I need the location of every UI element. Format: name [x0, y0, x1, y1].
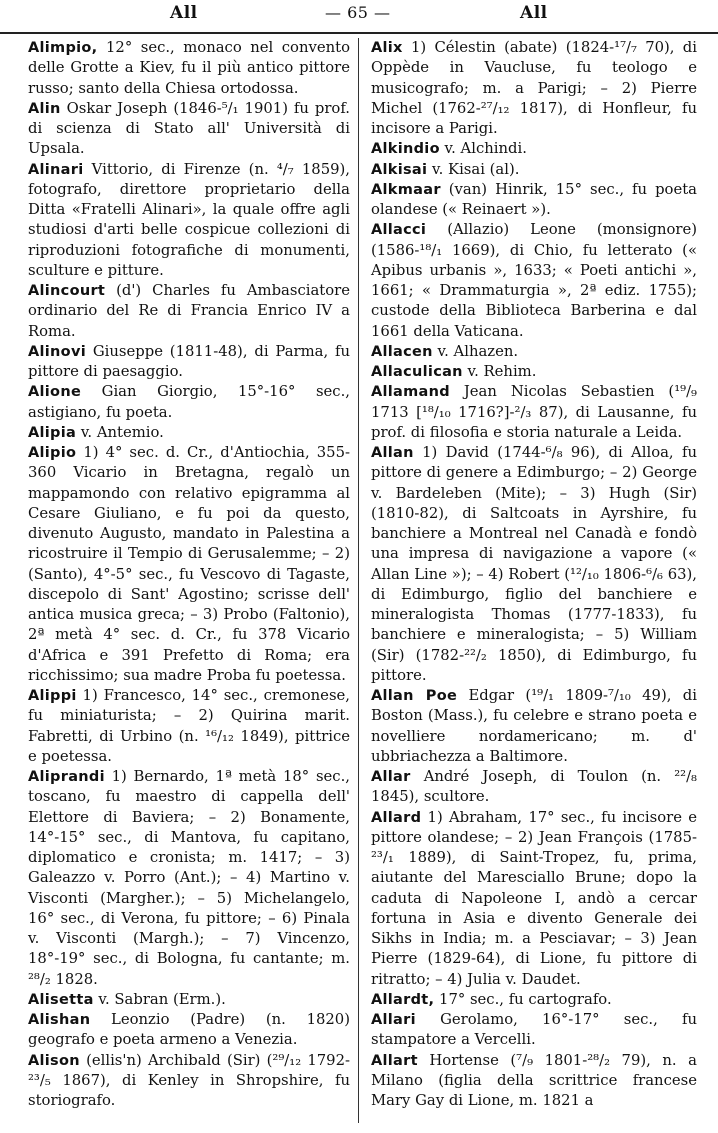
entry-text: Gerolamo, 16°-17° sec., fu stampatore a Vercelli.: [371, 1011, 697, 1049]
entry-headword: Alippi: [28, 688, 77, 704]
column-divider: [358, 38, 359, 1123]
dictionary-entry: [28, 686, 350, 767]
dictionary-entry: [371, 443, 697, 686]
dictionary-entry: [371, 38, 697, 139]
dictionary-entry: [371, 139, 697, 159]
dictionary-entry: [28, 99, 350, 160]
dictionary-entry: [28, 342, 350, 383]
entry-headword: Aliprandi: [28, 769, 105, 785]
dictionary-entry: [28, 382, 350, 423]
entry-headword: Alkmaar: [371, 181, 441, 198]
dictionary-entry: [371, 220, 697, 342]
entry-text: v. Alhazen.: [432, 342, 519, 360]
dictionary-entry: [28, 990, 350, 1010]
entry-text: (Allazio) Leone (monsignore) (1586-¹⁸/₁ 1669), di Chio, fu letterato (« Apibus urbanis », 1633; « Poeti antichi », 1661; « Drammaturgia », 2ª ediz. 1755); custode della Biblioteca Barberina e dal 1661 della Vaticana.: [371, 221, 697, 340]
entry-headword: Allar: [371, 769, 411, 785]
dictionary-entry: [371, 362, 697, 382]
entry-text: 1) Célestin (abate) (1824-¹⁷/₇ 70), di Oppède in Vaucluse, fu teologo e musicografo; m. a Parigi; – 2) Pierre Michel (1762-²⁷/₁₂ 1817), di Honfleur, fu incisore a Parigi.: [371, 39, 697, 137]
entry-headword: Alinari: [28, 161, 84, 178]
dictionary-entry: [371, 1051, 697, 1112]
entry-text: v. Sabran (Erm.).: [93, 990, 226, 1008]
entry-text: v. Alchindi.: [439, 140, 527, 158]
entry-headword: Alipio: [28, 445, 77, 461]
entry-headword: Allart: [371, 1052, 418, 1069]
dictionary-entry: [371, 382, 697, 443]
entry-text: 1) Bernardo, 1ª metà 18° sec., toscano, fu maestro di cappella dell' Elettore di Baviera; – 2) Bonamente, 14°-15° sec., di Mantova, fu capitano, diplomatico e cronista; m. 1417; – 3) Galeazzo v. Porro (Ant.); – 4) Martino v. Visconti (Margher.); – 5) Michelangelo, 16° sec., di Verona, fu pittore; – 6) Pinala v. Visconti (Margh.); – 7) Vincenzo, 18°-19° sec., di Bologna, fu cantante; m. ²⁸/₂ 1828.: [28, 768, 350, 988]
entry-text: 17° sec., fu cartografo.: [434, 990, 612, 1008]
entry-headword: Alishan: [28, 1012, 91, 1028]
entry-text: (d') Charles fu Ambasciatore ordinario del Re di Francia Enrico IV a Roma.: [28, 282, 350, 340]
entry-text: Gian Giorgio, 15°-16° sec., astigiano, fu poeta.: [28, 383, 350, 421]
entry-text: 1) Francesco, 14° sec., cremonese, fu miniaturista; – 2) Quirina marit. Fabretti, di Urbino (n. ¹⁶/₁₂ 1849), pittrice e poetessa.: [28, 687, 350, 765]
dictionary-entry: [28, 443, 350, 686]
running-head-left: All: [170, 3, 198, 23]
dictionary-entry: [371, 767, 697, 808]
entry-text: 1) 4° sec. d. Cr., d'Antiochia, 355-360 Vicario in Bretagna, regalò un mappamondo con relativo epigramma al Cesare Giuliano, e fu poi da questo, divenuto Augusto, mandato in Palestina a ricostruire il Tempio di Gerusalemme; – 2) (Santo), 4°-5° sec., fu Vescovo di Tagaste, discepolo di Sant' Agostino; scrisse dell' antica musica greca; – 3) Probo (Faltonio), 2ª metà 4° sec. d. Cr., fu 378 Vicario d'Africa e 391 Prefetto di Roma; era ricchissimo; sua madre Proba fu poetessa.: [28, 444, 350, 684]
page-number: — 65 —: [325, 3, 391, 22]
entry-text: 1) David (1744-⁶/₈ 96), di Alloa, fu pittore di genere a Edimburgo; – 2) George v. Bardeleben (Mite); – 3) Hugh (Sir) (1810-82), di Saltcoats in Ayrshire, fu banchiere a Montreal nel Canadà e fondò una impresa di navigazione a vapore (« Allan Line »); – 4) Robert (¹²/₁₀ 1806-⁶/₆ 63), di Edimburgo, figlio del banchiere e mineralogista Thomas (1777-1833), fu banchiere e mineralogista; – 5) William (Sir) (1782-²²/₂ 1850), di Edimburgo, fu pittore.: [371, 444, 697, 684]
entry-headword: Alimpio,: [28, 40, 98, 56]
dictionary-entry: [371, 180, 697, 221]
entry-headword: Allardt,: [371, 991, 435, 1008]
entry-headword: Alkisai: [371, 161, 428, 178]
entry-headword: Allan Poe: [371, 688, 458, 704]
entry-headword: Allard: [371, 809, 422, 826]
entry-headword: Alipia: [28, 424, 77, 441]
dictionary-entry: [28, 281, 350, 342]
entry-headword: Alkindio: [371, 141, 440, 158]
dictionary-entry: [371, 1010, 697, 1051]
entry-text: v. Rehim.: [462, 363, 537, 380]
dictionary-entry: [371, 990, 697, 1010]
entry-text: Vittorio, di Firenze (n. ⁴/₇ 1859), fotografo, direttore proprietario della Ditta «Fratelli Alinari», la quale offre agli studiosi d'arti belle cospicue collezioni di riproduzioni fotografiche di monumenti, sculture e pitture.: [28, 160, 350, 279]
dictionary-entry: [28, 423, 350, 443]
entry-text: Edgar (¹⁹/₁ 1809-⁷/₁₀ 49), di Boston (Mass.), fu celebre e strano poeta e novelliere nordamericano; m. d' ubbriachezza a Baltimore.: [371, 687, 697, 765]
entry-headword: Allacen: [371, 343, 433, 360]
entry-headword: Alinovi: [28, 343, 86, 360]
dictionary-entry: [28, 1051, 350, 1112]
entry-text: 12° sec., monaco nel convento delle Grotte a Kiev, fu il più antico pittore russo; santo della Chiesa ortodossa.: [28, 39, 350, 97]
entry-headword: Allan: [371, 445, 414, 461]
page-header: [0, 0, 718, 34]
entry-headword: Allamand: [371, 384, 450, 401]
dictionary-entry: [28, 1010, 350, 1051]
dictionary-entry: [28, 160, 350, 282]
dictionary-entry: [28, 767, 350, 990]
entry-text: v. Antemio.: [76, 423, 164, 441]
entry-text: 1) Abraham, 17° sec., fu incisore e pittore olandese; – 2) Jean François (1785-²³/₁ 1889), di Saint-Tropez, fu, prima, aiutante del Maresciallo Brune; dopo la caduta di Napoleone I, andò a cercar fortuna in Asia e divento Generale dei Sikhs in India; m. a Pesciavar; – 3) Jean Pierre (1829-64), di Lione, fu pittore di ritratto; – 4) Julia v. Daudet.: [371, 808, 697, 988]
entry-headword: Alisetta: [28, 991, 94, 1008]
entry-text: André Joseph, di Toulon (n. ²²/₈ 1845), scultore.: [371, 768, 697, 806]
entry-text: v. Kisai (al).: [427, 160, 520, 178]
entry-text: Leonzio (Padre) (n. 1820) geografo e poeta armeno a Venezia.: [28, 1011, 350, 1049]
entry-text: Oskar Joseph (1846-⁵/₁ 1901) fu prof. di scienza di Stato all' Università di Upsala.: [28, 99, 350, 158]
entry-text: Hortense (⁷/₉ 1801-²⁸/₂ 79), n. a Milano (figlia della scrittrice francese Mary Gay di Lione, m. 1821 a: [371, 1051, 697, 1109]
dictionary-entry: [371, 686, 697, 767]
dictionary-entry: [371, 808, 697, 990]
entry-headword: Alione: [28, 384, 82, 401]
entry-text: Jean Nicolas Sebastien (¹⁹/₉ 1713 [¹⁸/₁₀ 1716?]-²/₃ 87), di Lausanne, fu prof. di filosofia e storia naturale a Leida.: [371, 383, 697, 441]
entry-headword: Allaculican: [371, 364, 463, 380]
entry-headword: Alincourt: [28, 283, 106, 299]
running-head-right: All: [520, 3, 548, 23]
entry-headword: Alix: [371, 40, 403, 56]
entry-text: (van) Hinrik, 15° sec., fu poeta olandese (« Reinaert »).: [371, 180, 697, 218]
right-column: [371, 38, 697, 1111]
entry-headword: Allacci: [371, 222, 427, 239]
entry-text: (ellis'n) Archibald (Sir) (²⁹/₁₂ 1792-²³/₅ 1867), di Kenley in Shropshire, fu storiografo.: [28, 1051, 350, 1109]
dictionary-entry: [28, 38, 350, 99]
left-column: [28, 38, 350, 1111]
entry-headword: Allari: [371, 1012, 416, 1028]
entry-headword: Alison: [28, 1052, 80, 1069]
dictionary-entry: [371, 160, 697, 180]
entry-headword: Alin: [28, 100, 61, 117]
dictionary-entry: [371, 342, 697, 362]
entry-text: Giuseppe (1811-48), di Parma, fu pittore di paesaggio.: [28, 342, 350, 380]
